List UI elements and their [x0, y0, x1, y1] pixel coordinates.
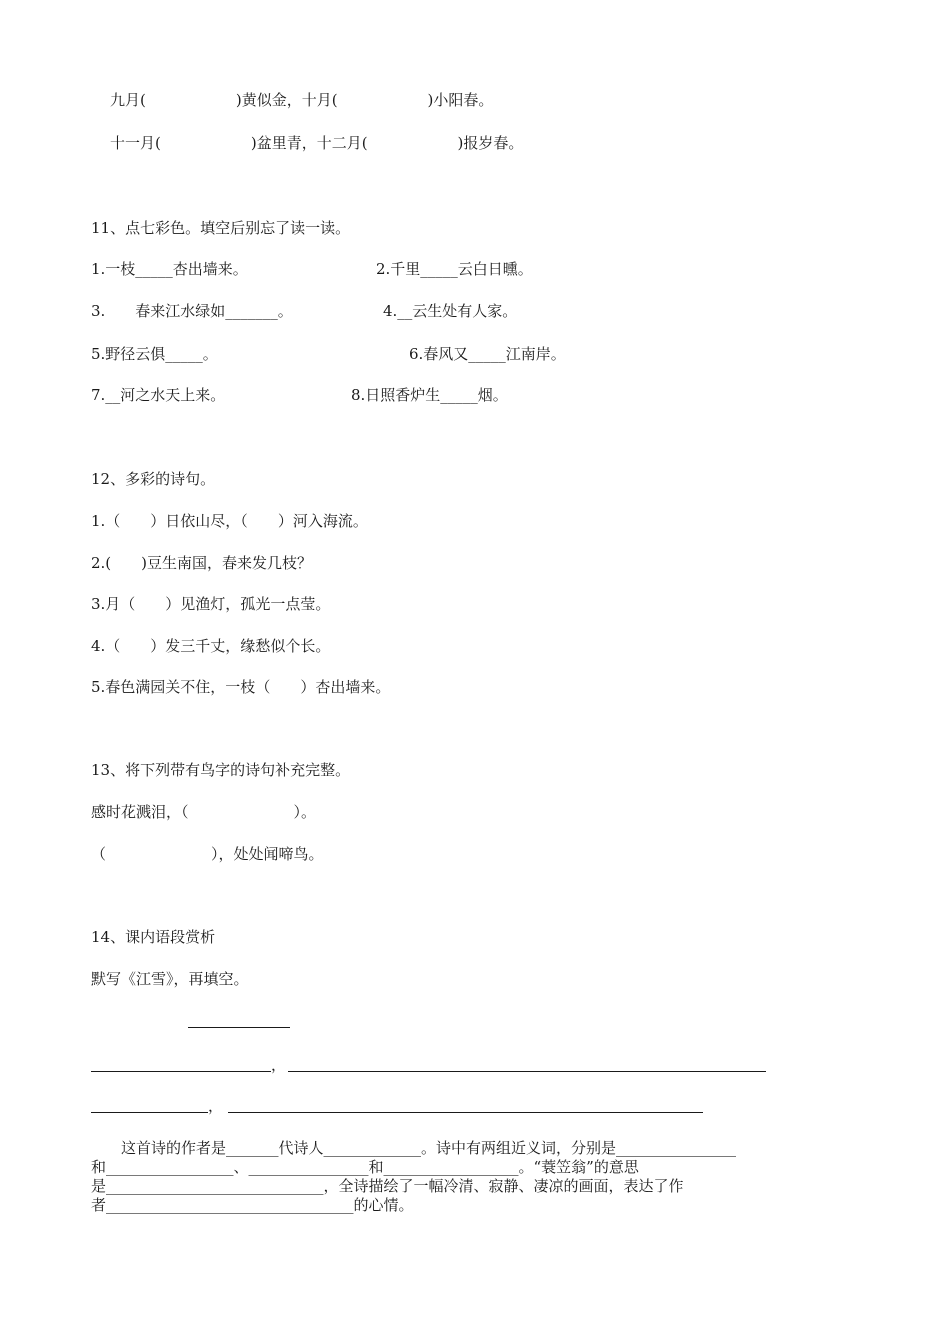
q12-item-5: 5.春色满园关不住，一枝（ ）杏出墙来。: [91, 678, 391, 696]
q12-item-2: 2.( )豆生南国，春来发几枝？: [91, 554, 313, 572]
poem-line-1-comma: ，: [271, 1056, 287, 1074]
poem-line-4-blank[interactable]: [228, 1112, 703, 1113]
q11-heading: 11、点七彩色。填空后别忘了读一读。: [91, 219, 351, 237]
q13-item-2: （ ），处处闻啼鸟。: [91, 845, 324, 863]
q11-item-6: 6.春风又_____江南岸。: [409, 345, 566, 363]
q14-paragraph-line-4: 者_________________________________的心情。: [91, 1196, 414, 1214]
poem-line-2-blank[interactable]: [288, 1071, 766, 1072]
q11-item-3: 3. 春来江水绿如_______。: [91, 302, 293, 320]
q12-heading: 12、多彩的诗句。: [91, 470, 216, 488]
q14-paragraph-line-1: 这首诗的作者是_______代诗人_____________。诗中有两组近义词，分别是________________: [91, 1139, 737, 1157]
q11-item-5: 5.野径云俱_____。: [91, 345, 218, 363]
q11-item-2: 2.千里_____云白日曛。: [376, 260, 533, 278]
q14-paragraph-line-3: 是_____________________________，全诗描绘了一幅冷清、寂静、凄凉的画面，表达了作: [91, 1177, 684, 1195]
q11-item-4: 4.__云生处有人家。: [383, 302, 518, 320]
q11-item-7: 7.__河之水天上来。: [91, 386, 226, 404]
q14-heading: 14、课内语段赏析: [91, 928, 216, 946]
q12-item-3: 3.月（ ）见渔灯，孤光一点莹。: [91, 595, 331, 613]
q14-instruction: 默写《江雪》，再填空。: [91, 970, 249, 988]
q12-item-1: 1.（ ）日依山尽，（ ）河入海流。: [91, 512, 368, 530]
poem-line-3-comma: ，: [208, 1097, 224, 1115]
q13-heading: 13、将下列带有鸟字的诗句补充完整。: [91, 761, 351, 779]
poem-line-3-blank[interactable]: [91, 1112, 208, 1113]
poem-line-1-blank[interactable]: [91, 1071, 271, 1072]
q12-item-4: 4.（ ）发三千丈，缘愁似个长。: [91, 637, 331, 655]
q14-paragraph-line-2: 和_________________、________________和__________________。“蓑笠翁”的意思: [91, 1158, 639, 1176]
poem-title-blank[interactable]: [188, 1027, 290, 1028]
months-line-2: 十一月( )盆里青，十二月( )报岁春。: [110, 134, 524, 152]
q11-item-1: 1.一枝_____杏出墙来。: [91, 260, 248, 278]
q13-item-1: 感时花溅泪，（ ）。: [91, 803, 317, 821]
months-line-1: 九月( )黄似金，十月( )小阳春。: [110, 91, 494, 109]
q11-item-8: 8.日照香炉生_____烟。: [351, 386, 508, 404]
